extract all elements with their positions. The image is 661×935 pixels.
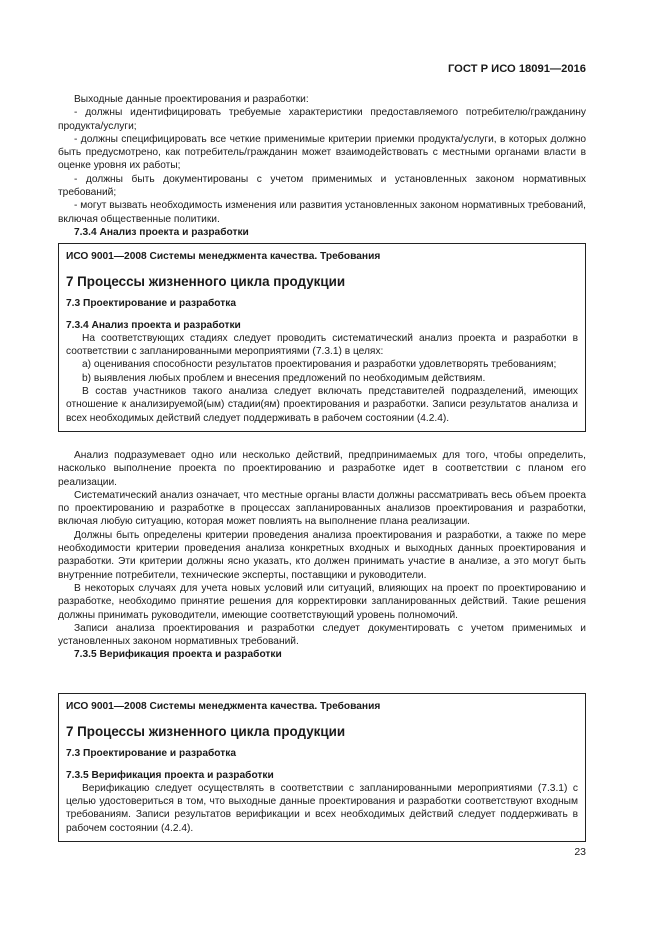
document-id-header: ГОСТ Р ИСО 18091—2016 <box>447 63 586 75</box>
body-paragraph: В некоторых случаях для учета новых условий или ситуаций, влияющих на проект по проектированию и разработке, необходимо принятие решения для корректировки запланированных действий. Такие решения должны принимать руководители, имеющие соответствующий уровень полномочий. <box>58 582 586 621</box>
section-heading-735: 7.3.5 Верификация проекта и разработки <box>74 649 282 661</box>
intro-block <box>58 93 586 239</box>
box-clause-title: 7.3.4 Анализ проекта и разработки <box>66 319 241 331</box>
document-page <box>58 0 586 935</box>
box-subchapter-title: 7.3 Проектирование и разработка <box>66 298 237 310</box>
box-chapter-title: 7 Процессы жизненного цикла продукции <box>66 274 346 290</box>
intro-line: - могут вызвать необходимость изменения или развития установленных законом нормативных требований, включая общественные политики. <box>58 200 586 225</box>
body-paragraph: Анализ подразумевает одно или несколько действий, предпринимаемых для того, чтобы определить, насколько выполнение проекта по проектированию и разработке идет в соответствии с планом его реализации. <box>58 450 586 488</box>
intro-line: - должны быть документированы с учетом применимых и установленных законом нормативных требований; <box>58 173 586 199</box>
body-paragraph: Записи анализа проектирования и разработки следует документировать с учетом применимых и установленных законом нормативных требований. <box>58 622 586 648</box>
page-number: 23 <box>574 846 586 858</box>
body-paragraph: Должны быть определены критерии проведения анализа проектирования и разработки, а также по мере необходимости критерии проведения анализа конкретных входных и выходных данных проектирования и разработки. Эти критерии должны ясно указать, кто должен принимать участие в анализе, а это могут быть внутренние потребители, технические эксперты, поставщики и руководители. <box>58 529 586 581</box>
box-subchapter-title: 7.3 Проектирование и разработка <box>66 748 237 760</box>
iso-quote-box-735 <box>58 693 586 842</box>
box-paragraph: a) оценивания способности результатов проектирования и разработки удовлетворять требованиям; <box>82 359 557 371</box>
section-heading-734: 7.3.4 Анализ проекта и разработки <box>74 226 249 238</box>
box-paragraph: b) выявления любых проблем и внесения предложений по необходимым действиям. <box>82 372 486 384</box>
box-paragraph: На соответствующих стадиях следует проводить систематический анализ проекта и разработки в соответствии с запланированными мероприятиями (7.3.1) в целях: <box>66 332 578 358</box>
section-734-body <box>58 449 586 662</box>
iso-quote-box-734 <box>58 243 586 432</box>
box-clause-title: 7.3.5 Верификация проекта и разработки <box>66 769 274 781</box>
body-paragraph: Систематический анализ означает, что местные органы власти должны рассматривать весь объем проекта по проектированию и разработке в процессах запланированных анализов проектирования и разработки, включая любую ситуацию, которая может повлиять на выполнение плана реализации. <box>58 489 586 528</box>
intro-line: - должны специфицировать все четкие применимые критерии приемки продукта/услуги, в которых должно быть предусмотрено, как потребитель/гражданин может взаимодействовать с местными органами власти в оценке уровня их работы; <box>58 133 586 172</box>
box-paragraph: Верификацию следует осуществлять в соответствии с запланированными мероприятиями (7.3.1) с целью удостовериться в том, что выходные данные проектирования и разработки соответствуют входным требованиям. Записи результатов верификации и всех необходимых действий следует поддерживать в рабочем состоянии (4.2.4). <box>66 782 578 834</box>
intro-line: - должны идентифицировать требуемые характеристики предоставляемого потребителю/гражданину продукта/услуги; <box>58 107 586 132</box>
box-standard-title: ИСО 9001—2008 Системы менеджмента качества. Требования <box>66 251 381 262</box>
box-standard-title: ИСО 9001—2008 Системы менеджмента качества. Требования <box>66 701 381 712</box>
box-chapter-title: 7 Процессы жизненного цикла продукции <box>66 724 346 740</box>
intro-line: Выходные данные проектирования и разработки: <box>74 94 309 105</box>
box-paragraph: В состав участников такого анализа следует включать представителей подразделений, имеющих отношение к анализируемой(ым) стадии(ям) проектирования и разработки. Записи результатов анализа и всех необходимых действий следует поддерживать в рабочем состоянии (4.2.4). <box>66 386 578 424</box>
